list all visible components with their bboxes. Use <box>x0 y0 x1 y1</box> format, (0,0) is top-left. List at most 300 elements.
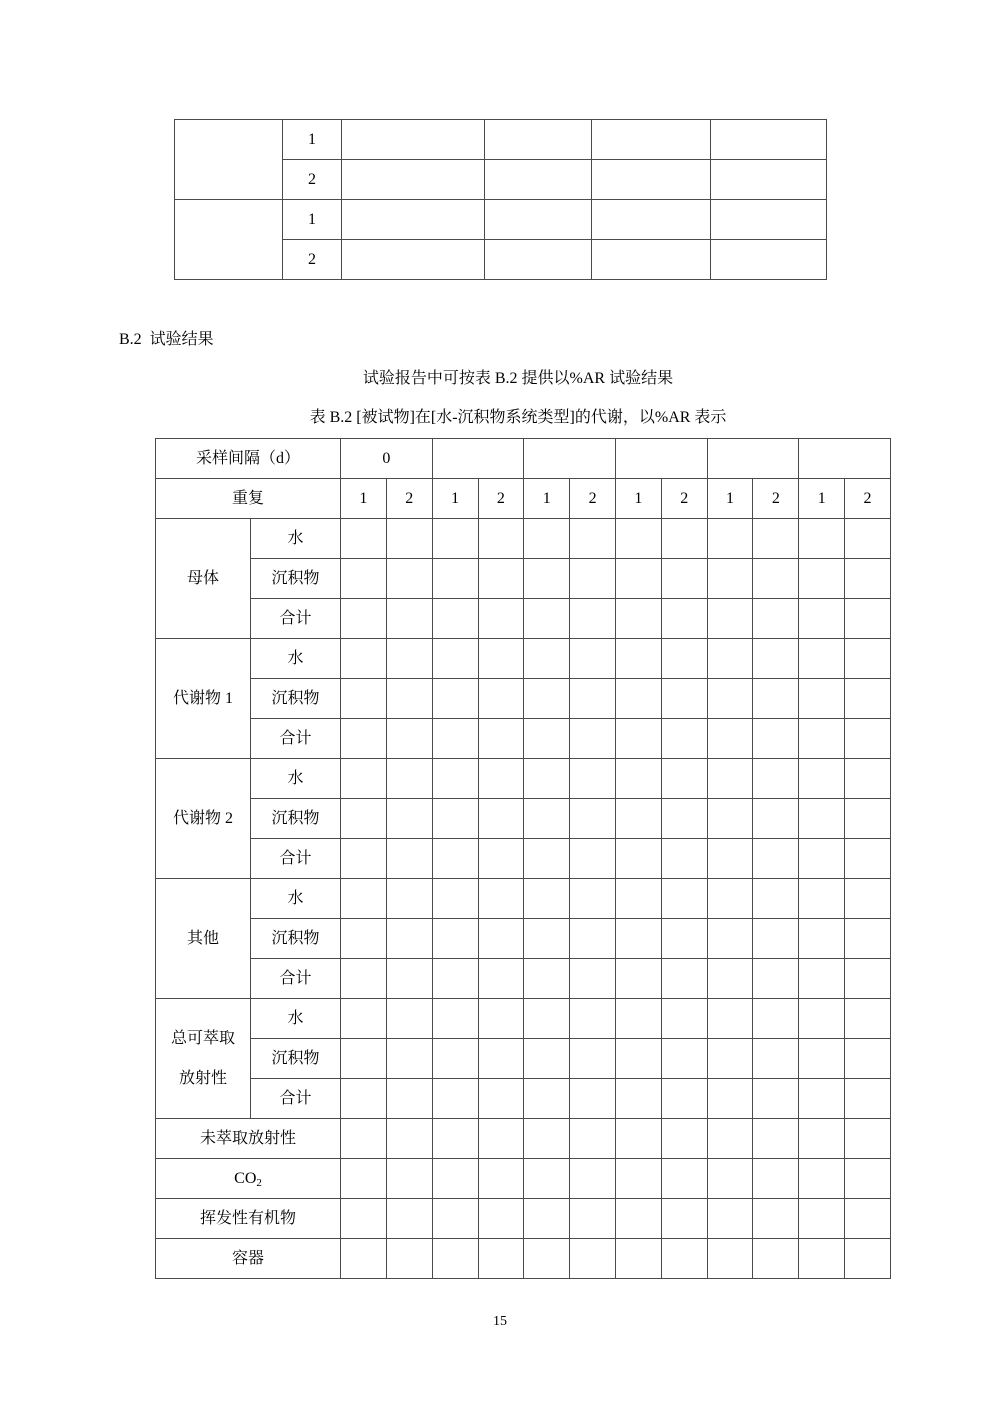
data-cell <box>615 999 661 1039</box>
data-cell <box>341 879 387 919</box>
table-row <box>156 439 891 479</box>
row-label <box>156 1239 341 1279</box>
table-row <box>175 120 827 160</box>
data-cell <box>615 1079 661 1119</box>
data-cell <box>799 799 845 839</box>
data-cell <box>386 1199 432 1239</box>
data-cell <box>341 1079 387 1119</box>
data-cell <box>524 599 570 639</box>
data-cell <box>478 919 524 959</box>
data-cell <box>661 1159 707 1199</box>
row-label-text: 挥发性有机物 <box>200 1209 297 1227</box>
data-cell <box>799 999 845 1039</box>
data-cell <box>711 160 827 200</box>
data-cell <box>845 519 891 559</box>
data-cell <box>570 719 616 759</box>
data-cell <box>615 799 661 839</box>
data-cell <box>432 1119 478 1159</box>
data-cell <box>753 799 799 839</box>
data-cell <box>524 959 570 999</box>
data-cell <box>753 639 799 679</box>
data-cell <box>341 1199 387 1239</box>
replicate-number: 2 <box>283 240 342 280</box>
data-cell <box>478 1199 524 1239</box>
data-cell <box>845 679 891 719</box>
data-cell <box>753 1119 799 1159</box>
data-cell <box>711 200 827 240</box>
row-label-text: 未萃取放射性 <box>200 1129 297 1147</box>
data-cell <box>432 1159 478 1199</box>
data-cell <box>341 519 387 559</box>
data-cell <box>707 679 753 719</box>
row-label-text: 容器 <box>232 1249 265 1267</box>
row-label: 合计 <box>251 1079 341 1119</box>
data-cell <box>845 599 891 639</box>
data-cell <box>845 799 891 839</box>
data-cell <box>799 639 845 679</box>
data-cell <box>615 1239 661 1279</box>
interval-value <box>799 439 891 479</box>
data-cell <box>432 1079 478 1119</box>
data-cell <box>432 759 478 799</box>
data-cell <box>386 679 432 719</box>
row-label: 水 <box>251 999 341 1039</box>
data-cell <box>661 639 707 679</box>
table-row <box>175 200 827 240</box>
data-cell <box>432 679 478 719</box>
group-label-line: 代谢物 2 <box>172 809 233 827</box>
replicate-number: 2 <box>753 479 799 519</box>
group-label-line: 母体 <box>186 569 219 587</box>
table-row <box>156 799 891 839</box>
data-cell <box>753 759 799 799</box>
data-cell <box>592 200 711 240</box>
data-cell <box>615 839 661 879</box>
row-label-subscript: 2 <box>256 1176 262 1189</box>
data-cell <box>570 1119 616 1159</box>
data-cell <box>386 879 432 919</box>
data-cell <box>615 759 661 799</box>
data-cell <box>524 719 570 759</box>
data-cell <box>570 919 616 959</box>
data-cell <box>753 1039 799 1079</box>
interval-value <box>524 439 616 479</box>
data-cell <box>707 1159 753 1199</box>
data-cell <box>432 1199 478 1239</box>
results-table <box>155 438 891 1279</box>
data-cell <box>845 1079 891 1119</box>
data-cell <box>478 799 524 839</box>
data-cell <box>799 719 845 759</box>
data-cell <box>845 1199 891 1239</box>
group-label <box>156 759 251 879</box>
data-cell <box>707 919 753 959</box>
data-cell <box>799 839 845 879</box>
replicate-number: 1 <box>707 479 753 519</box>
replicate-number: 1 <box>283 120 342 160</box>
data-cell <box>478 1079 524 1119</box>
data-cell <box>707 1199 753 1239</box>
replicate-number: 1 <box>432 479 478 519</box>
data-cell <box>386 1159 432 1199</box>
data-cell <box>845 919 891 959</box>
interval-value: 0 <box>341 439 433 479</box>
data-cell <box>707 1119 753 1159</box>
data-cell <box>478 1239 524 1279</box>
data-cell <box>615 1039 661 1079</box>
data-cell <box>753 839 799 879</box>
data-cell <box>485 200 592 240</box>
data-cell <box>524 999 570 1039</box>
group-cell <box>175 120 283 200</box>
data-cell <box>342 200 485 240</box>
data-cell <box>845 559 891 599</box>
data-cell <box>432 879 478 919</box>
table-row <box>156 999 891 1039</box>
data-cell <box>342 160 485 200</box>
data-cell <box>432 999 478 1039</box>
data-cell <box>524 679 570 719</box>
data-cell <box>753 1239 799 1279</box>
data-cell <box>707 559 753 599</box>
data-cell <box>570 1199 616 1239</box>
data-cell <box>615 679 661 719</box>
data-cell <box>341 639 387 679</box>
data-cell <box>592 240 711 280</box>
data-cell <box>570 519 616 559</box>
row-label: 沉积物 <box>251 919 341 959</box>
replicate-number: 1 <box>615 479 661 519</box>
row-label: 水 <box>251 759 341 799</box>
data-cell <box>342 120 485 160</box>
data-cell <box>478 959 524 999</box>
data-cell <box>341 559 387 599</box>
section-heading: B.2 试验结果 <box>119 331 214 348</box>
data-cell <box>707 879 753 919</box>
replicate-number: 2 <box>570 479 616 519</box>
table-row <box>156 839 891 879</box>
data-cell <box>341 759 387 799</box>
group-label-line: 代谢物 1 <box>172 689 233 707</box>
data-cell <box>432 1039 478 1079</box>
table-row <box>156 719 891 759</box>
table-caption: 表 B.2 [被试物]在[水-沉积物系统类型]的代谢，以%AR 表示 <box>309 409 727 426</box>
data-cell <box>386 839 432 879</box>
data-cell <box>478 1039 524 1079</box>
data-cell <box>845 839 891 879</box>
replicate-number: 1 <box>341 479 387 519</box>
data-cell <box>570 1079 616 1119</box>
data-cell <box>432 919 478 959</box>
row-label-text: CO <box>234 1169 257 1187</box>
data-cell <box>753 599 799 639</box>
table-row <box>156 1039 891 1079</box>
data-cell <box>707 999 753 1039</box>
table-row <box>156 879 891 919</box>
data-cell <box>615 1119 661 1159</box>
data-cell <box>386 1239 432 1279</box>
data-cell <box>845 759 891 799</box>
data-cell <box>341 999 387 1039</box>
data-cell <box>341 1119 387 1159</box>
data-cell <box>615 639 661 679</box>
data-cell <box>386 719 432 759</box>
data-cell <box>615 599 661 639</box>
data-cell <box>799 1119 845 1159</box>
row-label: 水 <box>251 519 341 559</box>
table-row <box>156 1239 891 1279</box>
data-cell <box>661 1039 707 1079</box>
data-cell <box>570 639 616 679</box>
row-label: 合计 <box>251 719 341 759</box>
data-cell <box>432 799 478 839</box>
data-cell <box>753 959 799 999</box>
data-cell <box>342 240 485 280</box>
data-cell <box>432 559 478 599</box>
data-cell <box>524 839 570 879</box>
data-cell <box>341 679 387 719</box>
data-cell <box>386 759 432 799</box>
data-cell <box>341 1159 387 1199</box>
replicate-number: 1 <box>799 479 845 519</box>
row-label: 水 <box>251 879 341 919</box>
data-cell <box>661 999 707 1039</box>
data-cell <box>615 519 661 559</box>
data-cell <box>707 839 753 879</box>
data-cell <box>753 679 799 719</box>
data-cell <box>478 559 524 599</box>
replicate-number: 1 <box>524 479 570 519</box>
data-cell <box>661 679 707 719</box>
row-label: 沉积物 <box>251 559 341 599</box>
data-cell <box>341 1239 387 1279</box>
data-cell <box>386 999 432 1039</box>
data-cell <box>845 1119 891 1159</box>
data-cell <box>386 1039 432 1079</box>
data-cell <box>615 1199 661 1239</box>
data-cell <box>845 1039 891 1079</box>
data-cell <box>386 1079 432 1119</box>
data-cell <box>592 160 711 200</box>
table-row <box>156 599 891 639</box>
replicate-number: 2 <box>386 479 432 519</box>
data-cell <box>753 999 799 1039</box>
data-cell <box>524 639 570 679</box>
table-row <box>156 759 891 799</box>
data-cell <box>753 1159 799 1199</box>
data-cell <box>711 240 827 280</box>
group-label <box>156 639 251 759</box>
data-cell <box>386 519 432 559</box>
replicate-number: 1 <box>283 200 342 240</box>
data-cell <box>485 160 592 200</box>
data-cell <box>707 1079 753 1119</box>
data-cell <box>432 959 478 999</box>
data-cell <box>432 1239 478 1279</box>
data-cell <box>478 1119 524 1159</box>
data-cell <box>799 679 845 719</box>
data-cell <box>707 599 753 639</box>
data-cell <box>661 1119 707 1159</box>
data-cell <box>615 959 661 999</box>
data-cell <box>341 719 387 759</box>
data-cell <box>386 799 432 839</box>
data-cell <box>615 879 661 919</box>
data-cell <box>799 959 845 999</box>
row-label: 沉积物 <box>251 1039 341 1079</box>
data-cell <box>753 1079 799 1119</box>
table-row <box>156 1119 891 1159</box>
row-label: 合计 <box>251 599 341 639</box>
data-cell <box>524 519 570 559</box>
table-row <box>156 639 891 679</box>
data-cell <box>570 759 616 799</box>
data-cell <box>570 1039 616 1079</box>
data-cell <box>485 120 592 160</box>
table-row <box>156 959 891 999</box>
data-cell <box>478 759 524 799</box>
data-cell <box>570 879 616 919</box>
data-cell <box>799 559 845 599</box>
data-cell <box>707 759 753 799</box>
data-cell <box>661 879 707 919</box>
data-cell <box>386 959 432 999</box>
data-cell <box>799 879 845 919</box>
data-cell <box>661 959 707 999</box>
data-cell <box>570 1159 616 1199</box>
group-label <box>156 879 251 999</box>
data-cell <box>386 599 432 639</box>
data-cell <box>570 839 616 879</box>
data-cell <box>524 1199 570 1239</box>
data-cell <box>707 519 753 559</box>
data-cell <box>661 759 707 799</box>
row-label: 合计 <box>251 959 341 999</box>
data-cell <box>341 839 387 879</box>
data-cell <box>432 719 478 759</box>
top-table <box>174 119 827 280</box>
data-cell <box>386 919 432 959</box>
row-label <box>156 1199 341 1239</box>
data-cell <box>615 559 661 599</box>
data-cell <box>524 799 570 839</box>
data-cell <box>570 999 616 1039</box>
interval-value <box>707 439 799 479</box>
data-cell <box>799 919 845 959</box>
data-cell <box>524 1159 570 1199</box>
data-cell <box>661 1239 707 1279</box>
data-cell <box>661 1199 707 1239</box>
data-cell <box>341 959 387 999</box>
data-cell <box>386 1119 432 1159</box>
data-cell <box>478 879 524 919</box>
data-cell <box>799 519 845 559</box>
data-cell <box>799 1159 845 1199</box>
data-cell <box>478 639 524 679</box>
data-cell <box>524 919 570 959</box>
interval-value <box>432 439 524 479</box>
data-cell <box>707 1239 753 1279</box>
data-cell <box>799 1039 845 1079</box>
row-label: 合计 <box>251 839 341 879</box>
data-cell <box>432 639 478 679</box>
group-label-line: 总可萃取 <box>170 1029 235 1047</box>
group-label <box>156 519 251 639</box>
page-number: 15 <box>493 1314 507 1329</box>
table-row <box>156 519 891 559</box>
data-cell <box>485 240 592 280</box>
group-label <box>156 999 251 1119</box>
table-row <box>156 1199 891 1239</box>
data-cell <box>341 919 387 959</box>
data-cell <box>845 639 891 679</box>
data-cell <box>432 839 478 879</box>
replicate-number: 2 <box>845 479 891 519</box>
table-row <box>156 679 891 719</box>
interval-value <box>615 439 707 479</box>
row-label <box>156 1119 341 1159</box>
row-label: 沉积物 <box>251 799 341 839</box>
table-row <box>156 559 891 599</box>
data-cell <box>845 999 891 1039</box>
data-cell <box>524 1119 570 1159</box>
table-row <box>156 479 891 519</box>
data-cell <box>661 559 707 599</box>
data-cell <box>799 599 845 639</box>
data-cell <box>753 879 799 919</box>
data-cell <box>432 599 478 639</box>
row-label: 沉积物 <box>251 679 341 719</box>
data-cell <box>799 1239 845 1279</box>
data-cell <box>432 519 478 559</box>
data-cell <box>707 959 753 999</box>
group-cell <box>175 200 283 280</box>
group-label-line: 其他 <box>186 929 219 947</box>
data-cell <box>661 519 707 559</box>
data-cell <box>570 959 616 999</box>
data-cell <box>570 1239 616 1279</box>
table-row <box>156 1079 891 1119</box>
row-label <box>156 1159 341 1199</box>
replicate-number: 2 <box>283 160 342 200</box>
data-cell <box>845 1159 891 1199</box>
data-cell <box>570 799 616 839</box>
data-cell <box>592 120 711 160</box>
data-cell <box>386 639 432 679</box>
data-cell <box>570 599 616 639</box>
data-cell <box>570 559 616 599</box>
data-cell <box>615 719 661 759</box>
data-cell <box>845 1239 891 1279</box>
data-cell <box>524 1039 570 1079</box>
data-cell <box>661 799 707 839</box>
data-cell <box>753 519 799 559</box>
data-cell <box>845 959 891 999</box>
data-cell <box>661 599 707 639</box>
replicate-number: 2 <box>661 479 707 519</box>
data-cell <box>707 719 753 759</box>
data-cell <box>524 759 570 799</box>
data-cell <box>524 1239 570 1279</box>
data-cell <box>478 599 524 639</box>
group-label-line: 放射性 <box>178 1069 227 1087</box>
data-cell <box>524 879 570 919</box>
data-cell <box>341 599 387 639</box>
data-cell <box>570 679 616 719</box>
data-cell <box>711 120 827 160</box>
data-cell <box>478 839 524 879</box>
data-cell <box>845 879 891 919</box>
